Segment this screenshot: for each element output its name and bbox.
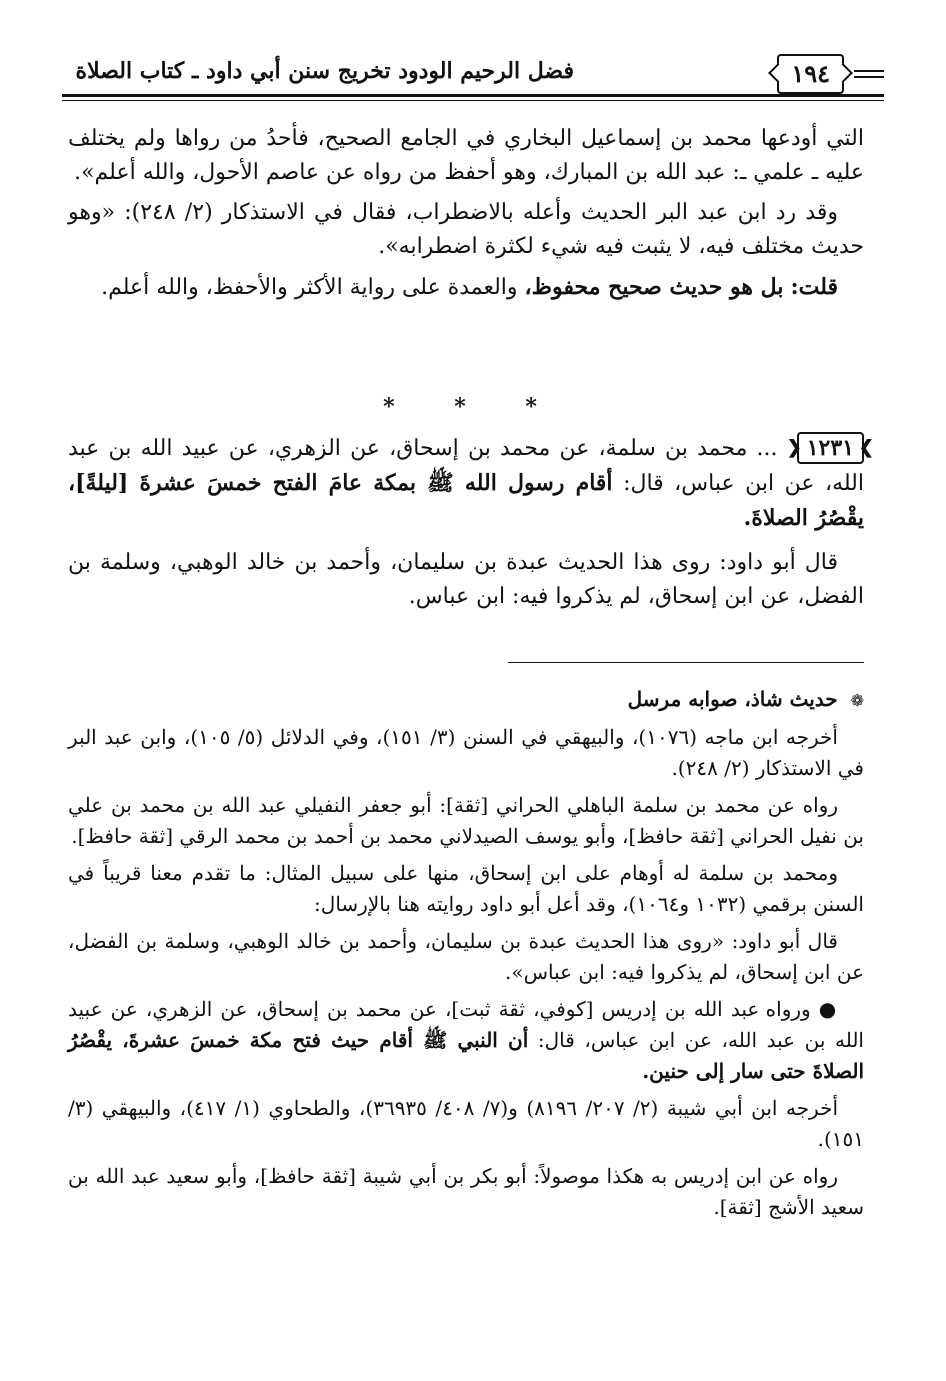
paragraph-lead: قلت: [790, 274, 838, 300]
hadith-section [68, 432, 864, 620]
header-ornament [854, 70, 884, 72]
paragraph-rest: والعمدة على رواية الأكثر والأحفظ، والله أعلم. [101, 275, 518, 300]
section-divider-stars: * * * [383, 394, 563, 420]
bullet-icon: ● [818, 997, 838, 1021]
header-rule [62, 94, 884, 97]
header-rule-thin [62, 100, 884, 101]
commentary-section [68, 684, 864, 1229]
commentary-paragraph: أخرجه ابن أبي شيبة (٢/ ٢٠٧/ ٨١٩٦) و(٧/ ٤٠٨/ ٣٦٩٣٥)، والطحاوي (١/ ٤١٧)، والبيهقي (٣/ ١٥١). [68, 1096, 864, 1151]
commentary-paragraph: ومحمد بن سلمة له أوهام على ابن إسحاق، منها على سبيل المثال: ما تقدم معنا قريباً في السنن برقمي (١٠٣٢ و١٠٦٤)، وقد أعل أبو داود روايته هنا بالإرسال: [68, 861, 864, 916]
flower-bullet-icon: ❁ [850, 691, 864, 710]
page-header [62, 52, 884, 100]
running-title: فضل الرحيم الودود تخريج سنن أبي داود ـ كتاب الصلاة [75, 58, 574, 84]
ruling-text: حديث شاذ، صوابه مرسل [627, 687, 838, 711]
top-section [68, 122, 864, 311]
commentary-paragraph: قال أبو داود: «روى هذا الحديث عبدة بن سليمان، وأحمد بن خالد الوهبي، وسلمة بن الفضل، عن ابن إسحاق، لم يذكروا فيه: ابن عباس». [68, 929, 864, 984]
commentary-paragraph: أخرجه ابن ماجه (١٠٧٦)، والبيهقي في السنن (٣/ ١٥١)، وفي الدلائل (٥/ ١٠٥)، وابن عبد البر في الاستذكار (٢/ ٢٤٨). [68, 725, 864, 780]
paragraph [68, 270, 864, 305]
page-number: ١٩٤ [777, 54, 844, 94]
paragraph: وقد رد ابن عبد البر الحديث وأعله بالاضطراب، فقال في الاستذكار (٢/ ٢٤٨): «وهو حديث مختلف فيه، لا يثبت فيه شيء لكثرة اضطرابه». [68, 200, 864, 259]
hadith-chain: ... محمد بن سلمة، عن محمد بن إسحاق، عن الزهري، عن عبيد الله بن عبد الله، عن ابن عباس، قال: [68, 436, 864, 496]
commentary-paragraph: رواه عن ابن إدريس به هكذا موصولاً: أبو بكر بن أبي شيبة [ثقة حافظ]، وأبو سعيد عبد الله بن سعيد الأشج [ثقة]. [68, 1164, 864, 1219]
hadith-number: ❯ ١٢٣١ ❮ [797, 432, 864, 464]
header-ornament [854, 76, 884, 78]
paragraph: التي أودعها محمد بن إسماعيل البخاري في الجامع الصحيح، فأحدُ من رواها ولم يختلف عليه ـ علمي ـ: عبد الله بن المبارك، وهو أحفظ من رواه عن عاصم الأحول، والله أعلم». [68, 126, 865, 185]
ruling-heading [68, 684, 864, 716]
footnote-separator [508, 662, 864, 663]
hadith-matn: أقام رسول الله ﷺ بمكة عامَ الفتح خمسَ عشرةَ [ليلةً]، يقْصُرُ الصلاةَ. [68, 470, 864, 531]
commentary-matn: أن النبي ﷺ أقام حيث فتح مكة خمسَ عشرةَ، يقْصُرُ الصلاةَ حتى سار إلى حنين. [68, 1028, 864, 1083]
commentary-chain: ورواه عبد الله بن إدريس [كوفي، ثقة ثبت]، عن محمد بن إسحاق، عن الزهري، عن عبيد الله بن عبد الله، عن ابن عباس، قال: [68, 997, 864, 1052]
paragraph-emphasis: بل هو حديث صحيح محفوظ، [524, 274, 784, 300]
commentary-paragraph [68, 994, 864, 1087]
commentary-paragraph: رواه عن محمد بن سلمة الباهلي الحراني [ثقة]: أبو جعفر النفيلي عبد الله بن محمد بن علي بن نفيل الحراني [ثقة حافظ]، وأبو يوسف الصيدلاني محمد بن أحمد بن محمد الرقي [ثقة حافظ]. [68, 793, 864, 848]
abu-dawud-note: قال أبو داود: روى هذا الحديث عبدة بن سليمان، وأحمد بن خالد الوهبي، وسلمة بن الفضل، عن ابن إسحاق، لم يذكروا فيه: ابن عباس. [68, 550, 864, 609]
hadith-text [68, 432, 864, 536]
